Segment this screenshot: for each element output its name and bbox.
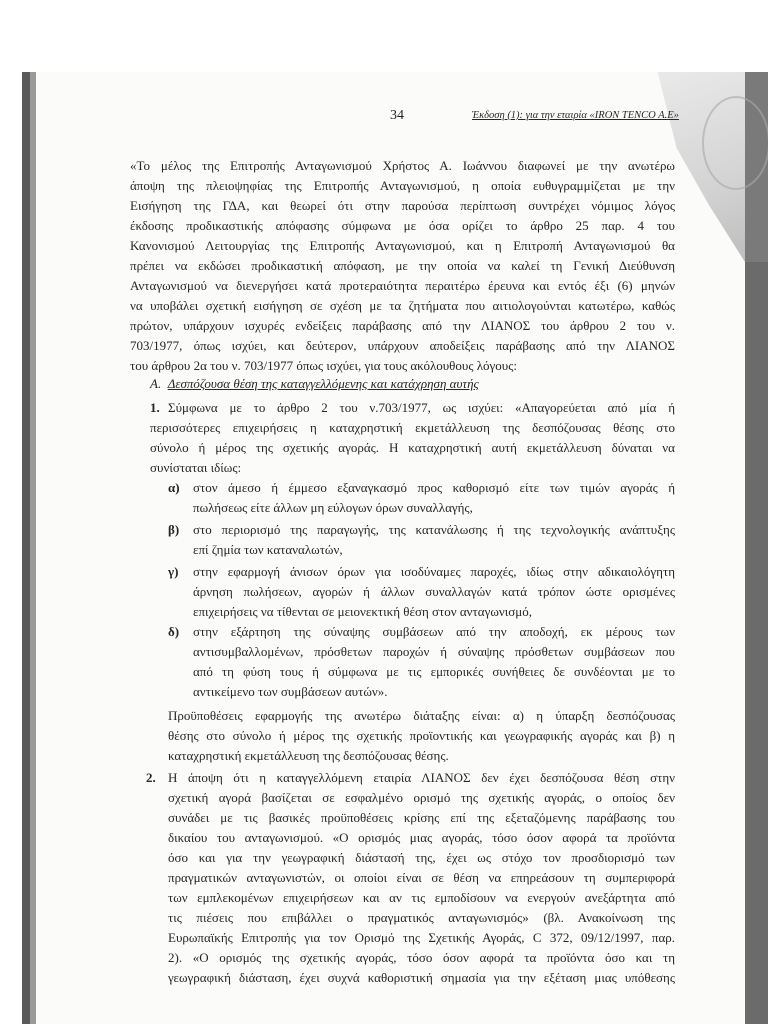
text-line: καταχρηστική εκμετάλλευση της δεσπόζουσας θέσης.	[168, 748, 449, 763]
page-number: 34	[390, 108, 404, 123]
running-header-label: Έκδοση (1):	[472, 110, 524, 121]
text-line: περισσότερες επιχειρήσεις η καταχρηστική εκμετάλλευση της δεσπόζουσας θέσης στο	[150, 420, 675, 435]
text-line: Σύμφωνα με το άρθρο 2 του ν.703/1977, ως ισχύει: «Απαγορεύεται από μία ή	[168, 400, 675, 415]
running-header-subject: για την εταιρία «IRON TENCO A.E»	[523, 110, 679, 121]
text-line: «Το μέλος της Επιτροπής Ανταγωνισμού Χρήστος Α. Ιωάννου διαφωνεί με την ανωτέρω	[130, 158, 675, 173]
section-heading	[150, 376, 479, 392]
list-item-line: στην εξάρτηση της σύναψης συμβάσεων από την αποδοχή, εκ μέρους των	[193, 624, 675, 639]
text-line: άποψη της πλειοψηφίας της Επιτροπής Ανταγωνισμού, η οποία ευθυγραμμίζεται με την	[130, 178, 675, 193]
text-line: Προϋποθέσεις εφαρμογής της ανωτέρω διάταξης είναι: α) η ύπαρξη δεσπόζουσας	[168, 708, 675, 723]
scan-top-margin	[0, 0, 768, 72]
text-line: Ανταγωνισμού να διενεργήσει κατά προτεραιότητα περαιτέρω έρευνα και εντός έξι (6) μηνών	[130, 278, 675, 293]
paragraph-number: 1.	[150, 400, 160, 415]
text-line: Η άποψη ότι η καταγγελλόμενη εταιρία ΛΙΑΝΟΣ δεν έχει δεσπόζουσα θέση στην	[168, 770, 675, 785]
list-item-line: στην εφαρμογή άνισων όρων για ισοδύναμες παροχές, ιδίως στην αδικαιολόγητη	[193, 564, 675, 579]
text-line: συνίσταται ιδίως:	[150, 460, 242, 475]
text-line: δικαίου του ανταγωνισμού. «Ο ορισμός μιας αγοράς, τόσο όσον αφορά τα προϊόντα	[168, 830, 675, 845]
list-item-label: γ)	[168, 564, 179, 579]
list-item-line: αντισυμβαλλομένων, πρόσθετων παροχών ή σύναψης πρόσθετων συμβάσεων που	[193, 644, 675, 659]
list-item-line: επί ζημία των καταναλωτών,	[193, 542, 343, 557]
text-line: πραγματικών ανταγωνιστών, οι οποίοι είναι σε θέση να επηρεάσουν τη συμπεριφορά	[168, 870, 675, 885]
text-line: Εισήγηση της ΓΔΑ, και θεωρεί ότι στην παρούσα περίπτωση συντρέχει νόμιμος λόγος	[130, 198, 675, 213]
section-letter: Α.	[150, 376, 162, 391]
text-line: Ευρωπαϊκής Επιτροπής για τον Ορισμό της Σχετικής Αγοράς, C 372, 09/12/1997, παρ.	[168, 930, 675, 945]
list-item-label: δ)	[168, 624, 180, 639]
text-line: τις πιέσεις που επιβάλλει ο πραγματικός ανταγωνισμός» (βλ. Ανακοίνωση της	[168, 910, 675, 925]
text-line: συνάδει με τις βασικές προϋποθέσεις κρίσης επί της εξεταζόμενης παράβασης του	[168, 810, 675, 825]
list-item-line: πωλήσεως είτε άλλων μη εύλογων όρων συναλλαγής,	[193, 500, 473, 515]
text-line: 2). «Ο ορισμός της σχετικής αγοράς, τόσο όσον αφορά τα προϊόντα όσο και τη	[168, 950, 675, 965]
text-line: γεωγραφική διάσταση, έχει συχνά καθοριστική σημασία για την εξέταση μιας υπόθεσης	[168, 970, 675, 985]
list-item-line: στο περιορισμό της παραγωγής, της κατανάλωσης ή της τεχνολογικής ανάπτυξης	[193, 522, 675, 537]
text-line: σχετική αγορά βασίζεται σε εσφαλμένο ορισμό της σχετικής αγοράς, ο οποίος δεν	[168, 790, 675, 805]
text-line: σύνολο ή μέρος της σχετικής αγοράς. Η καταχρηστική αυτή εκμετάλλευση δύναται να	[150, 440, 675, 455]
list-item-label: α)	[168, 480, 180, 495]
list-item-line: άρνηση πωλήσεων, αγορών ή άλλων συναλλαγών κατά τρόπον ώστε ορισμένες	[193, 584, 675, 599]
scan-left-shadow	[22, 72, 30, 1024]
stamp-seal	[702, 96, 768, 190]
section-title: Δεσπόζουσα θέση της καταγγελλόμενης και κατάχρηση αυτής	[167, 376, 479, 391]
text-line: των εμπλεκομένων επιχειρήσεων και αν τις εμποδίσουν να ενεργούν ανεξάρτητα από	[168, 890, 675, 905]
running-header	[472, 110, 679, 121]
text-line: Κανονισμού Λειτουργίας της Επιτροπής Ανταγωνισμού, και η Επιτροπή Ανταγωνισμού θα	[130, 238, 675, 253]
list-item-line: αντικείμενο των συμβάσεων αυτών».	[193, 684, 388, 699]
text-line: θέσης στο σύνολο ή μέρος της σχετικής προϊοντικής και γεωγραφικής αγοράς και β) η	[168, 728, 675, 743]
text-line: όσο και για την γεωγραφική διάστασή της, έχει ως στόχο τον προσδιορισμό των	[168, 850, 675, 865]
text-line: έκδοσης προδικαστικής απόφασης σύμφωνα με όσα ορίζει το άρθρο 25 παρ. 4 του	[130, 218, 675, 233]
list-item-line: επιχειρήσεις να τίθενται σε μειονεκτική θέση στον ανταγωνισμό,	[193, 604, 532, 619]
text-line: 703/1977, όπως ισχύει, και δεύτερον, υπάρχουν αποδείξεις παράβασης από την ΛΙΑΝΟΣ	[130, 338, 675, 353]
text-line: πρώτον, υπάρχουν ισχυρές ενδείξεις παράβασης από την ΛΙΑΝΟΣ του άρθρου 2 του ν.	[130, 318, 675, 333]
text-line: πρέπει να εκδώσει προδικαστική απόφαση, με την οποία να καλεί τη Γενική Διεύθυνση	[130, 258, 675, 273]
list-item-label: β)	[168, 522, 180, 537]
text-line: να υποβάλει σχετική εισήγηση σε σχέση με τα ζητήματα που αιτιολογούνται κατωτέρω, καθώς	[130, 298, 675, 313]
text-line: του άρθρου 2α του ν. 703/1977 όπως ισχύει, για τους ακόλουθους λόγους:	[130, 358, 517, 373]
list-item-line: από τη φύση τους ή σύμφωνα με τις εμπορικές συνήθειες δε συνδέονται με το	[193, 664, 675, 679]
paragraph-number: 2.	[146, 770, 156, 785]
list-item-line: στον άμεσο ή έμμεσο εξαναγκασμό προς καθορισμό είτε των τιμών αγοράς ή	[193, 480, 675, 495]
